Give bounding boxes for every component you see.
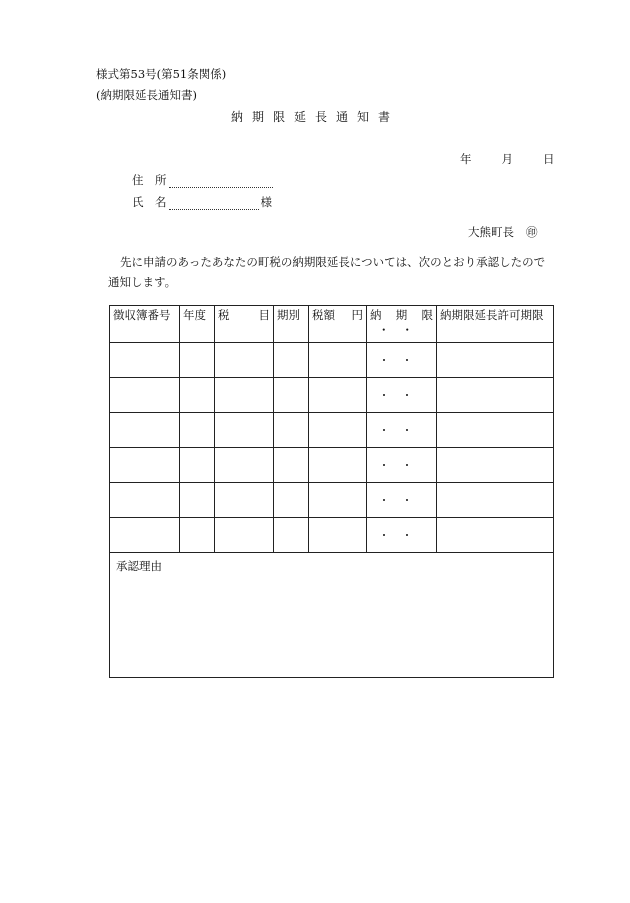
due-date-dots: ・・ (367, 483, 437, 518)
header-extended-due-date: 納期限延長許可期限 (437, 306, 554, 343)
header-tax-item (215, 306, 274, 343)
table-header-row (110, 306, 554, 343)
due-date-dots: ・・ (367, 413, 437, 448)
form-subtitle: (納期限延長通知書) (96, 88, 197, 102)
name-line (132, 194, 272, 210)
due-date-dots: ・・ (367, 378, 437, 413)
header-tax-item-right: 目 (258, 308, 270, 322)
issuer-title: 大熊町長 (468, 225, 514, 239)
table-row (110, 378, 554, 413)
date-year: 年 (460, 152, 472, 166)
reason-row (110, 553, 554, 678)
header-period: 期別 (274, 306, 309, 343)
due-date-dots: ・・ (367, 343, 437, 378)
table-row (110, 483, 554, 518)
issuer-line (468, 224, 538, 240)
header-due-date-a: 納 (370, 308, 382, 322)
table-row (110, 448, 554, 483)
header-tax-amount-left: 税額 (312, 308, 335, 322)
date-month: 月 (501, 152, 513, 166)
table-row (110, 518, 554, 553)
address-label: 住 所 (132, 173, 167, 187)
header-due-date-b: 期 (395, 308, 408, 322)
header-tax-amount-right: 円 (351, 308, 363, 322)
header-tax-amount (309, 306, 367, 343)
due-date-dots: ・・ (367, 448, 437, 483)
form-number: 様式第53号(第51条関係) (96, 67, 227, 81)
header-due-date (367, 306, 437, 343)
document-title: 納期限延長通知書 (230, 110, 399, 124)
tax-extension-table (109, 305, 554, 678)
address-line (132, 172, 273, 188)
due-date-dots: ・・ (367, 518, 437, 553)
header-due-date-dots: ・・ (378, 323, 425, 337)
header-ledger-number: 徴収簿番号 (110, 306, 180, 343)
body-text: 先に申請のあったあなたの町税の納期限延長については、次のとおり承認したので通知します。 (108, 255, 546, 289)
name-label: 氏 名 (132, 195, 167, 209)
header-tax-item-left: 税 (218, 308, 230, 322)
reason-cell (110, 553, 554, 678)
seal-mark: ㊞ (526, 225, 538, 239)
reason-label: 承認理由 (116, 559, 162, 573)
header-due-date-c: 限 (421, 308, 433, 322)
table-row (110, 413, 554, 448)
date-line (460, 151, 555, 167)
name-dotted-line (169, 199, 259, 210)
table-row (110, 343, 554, 378)
honorific: 様 (260, 195, 272, 209)
address-dotted-line (169, 177, 273, 188)
date-day: 日 (543, 152, 555, 166)
header-fiscal-year: 年度 (180, 306, 215, 343)
